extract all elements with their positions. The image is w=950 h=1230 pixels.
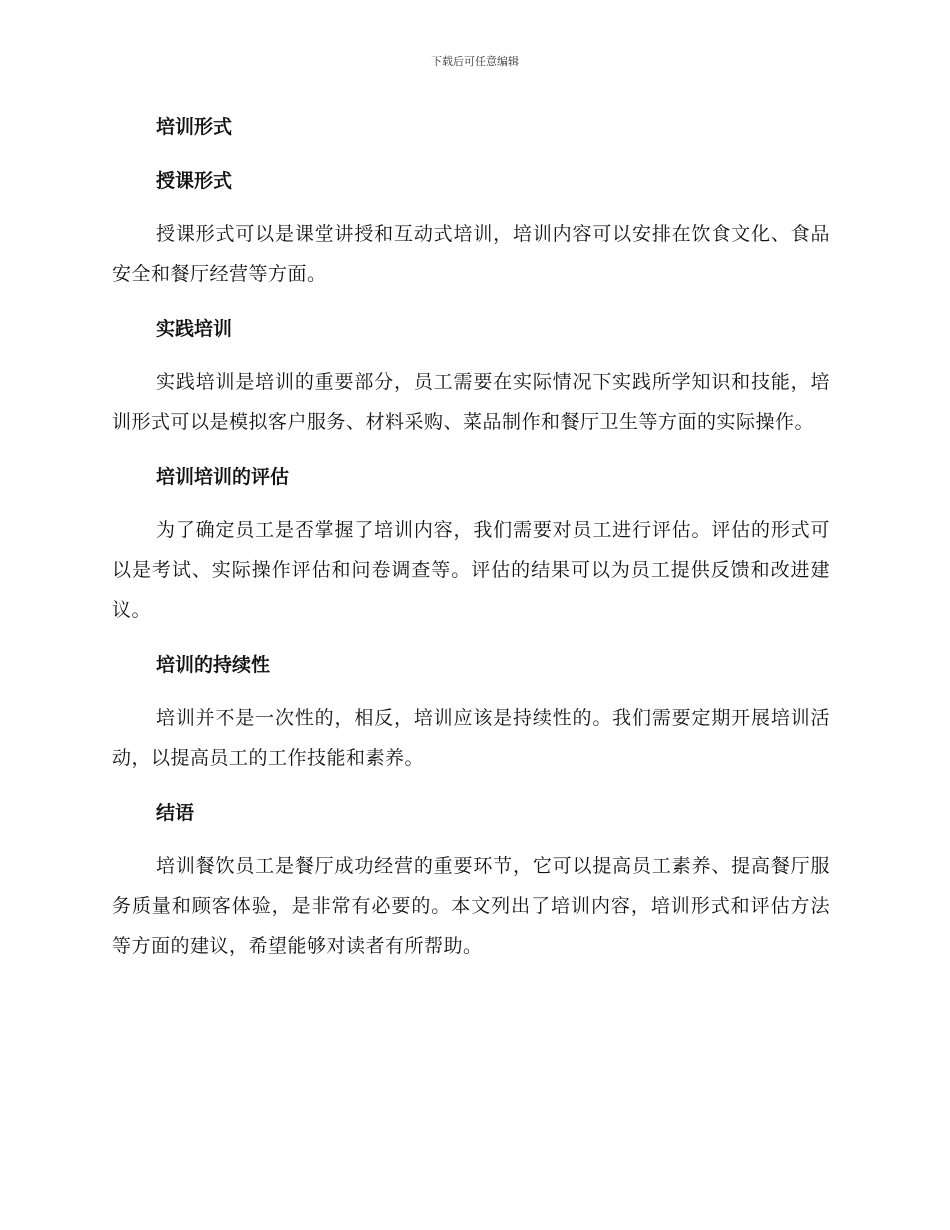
section-heading-training-format: 培训形式 <box>156 116 233 138</box>
section-heading-conclusion: 结语 <box>156 802 195 824</box>
document-body <box>112 112 830 986</box>
section-heading-practical-training: 实践培训 <box>156 318 233 340</box>
section-heading-training-continuity: 培训的持续性 <box>156 654 271 676</box>
paragraph-practical-training: 实践培训是培训的重要部分，员工需要在实际情况下实践所学知识和技能，培训形式可以是模拟客户服务、材料采购、菜品制作和餐厅卫生等方面的实际操作。 <box>112 371 830 433</box>
paragraph-training-evaluation: 为了确定员工是否掌握了培训内容，我们需要对员工进行评估。评估的形式可以是考试、实际操作评估和问卷调查等。评估的结果可以为员工提供反馈和改进建议。 <box>112 519 830 621</box>
page-header: 下载后可任意编辑 <box>431 55 519 68</box>
paragraph-teaching-format: 授课形式可以是课堂讲授和互动式培训，培训内容可以安排在饮食文化、食品安全和餐厅经营等方面。 <box>112 223 830 285</box>
section-heading-teaching-format: 授课形式 <box>156 170 233 192</box>
paragraph-conclusion: 培训餐饮员工是餐厅成功经营的重要环节，它可以提高员工素养、提高餐厅服务质量和顾客体验，是非常有必要的。本文列出了培训内容，培训形式和评估方法等方面的建议，希望能够对读者有所帮助。 <box>112 855 830 957</box>
section-heading-training-evaluation: 培训培训的评估 <box>156 466 290 488</box>
paragraph-training-continuity: 培训并不是一次性的，相反，培训应该是持续性的。我们需要定期开展培训活动，以提高员工的工作技能和素养。 <box>112 707 830 769</box>
